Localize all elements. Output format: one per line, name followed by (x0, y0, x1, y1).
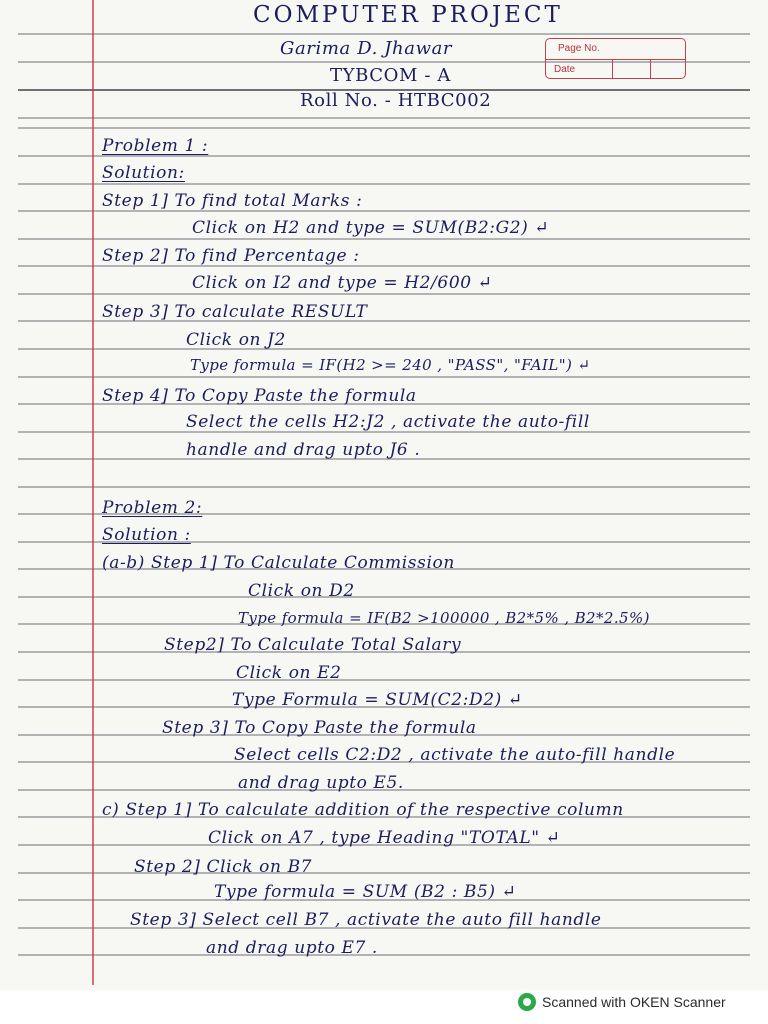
p1-line: Step 2] To find Percentage : (102, 246, 360, 266)
page-title: COMPUTER PROJECT (253, 2, 563, 28)
class-label: TYBCOM - A (330, 65, 451, 86)
date-label: Date (554, 64, 576, 75)
p1-line: Step 3] To calculate RESULT (102, 302, 368, 322)
p2-line: Step 3] To Copy Paste the formula (162, 718, 477, 738)
page-date-box (545, 38, 686, 79)
p2-line: Click on A7 , type Heading "TOTAL" ↵ (208, 828, 561, 848)
p1-line: Select the cells H2:J2 , activate the auto-fill (186, 412, 590, 432)
problem-1-heading: Problem 1 : (102, 136, 209, 156)
p2-line: and drag upto E5. (238, 773, 404, 793)
roll-number: Roll No. - HTBC002 (300, 90, 492, 111)
problem-1-solution-label: Solution: (102, 163, 185, 183)
p2-line: Click on D2 (248, 581, 355, 601)
p2-line: Type formula = SUM (B2 : B5) ↵ (214, 882, 517, 902)
p2-line: (a-b) Step 1] To Calculate Commission (102, 553, 455, 573)
p1-line: Step 1] To find total Marks : (102, 191, 363, 211)
p1-line: Click on H2 and type = SUM(B2:G2) ↵ (192, 218, 550, 238)
p2-line: Type formula = IF(B2 >100000 , B2*5% , B2*2.5%) (238, 609, 650, 627)
p2-line: Click on E2 (236, 663, 342, 683)
p2-line: Select cells C2:D2 , activate the auto-fill handle (234, 745, 676, 765)
student-name: Garima D. Jhawar (280, 38, 453, 59)
problem-2-heading: Problem 2: (102, 498, 203, 518)
p2-line: c) Step 1] To calculate addition of the respective column (102, 800, 624, 820)
p1-line: Click on J2 (186, 330, 286, 350)
p1-line: Type formula = IF(H2 >= 240 , "PASS", "FAIL") ↵ (190, 356, 591, 374)
p1-line: Step 4] To Copy Paste the formula (102, 386, 417, 406)
scanner-logo-icon (518, 993, 536, 1011)
p1-line: Click on I2 and type = H2/600 ↵ (192, 273, 493, 293)
p2-line: and drag upto E7 . (206, 938, 378, 958)
scanner-watermark (518, 991, 726, 1013)
page-no-label: Page No. (558, 43, 600, 54)
p2-line: Step 2] Click on B7 (134, 857, 313, 877)
scanner-watermark-text: Scanned with OKEN Scanner (542, 994, 726, 1010)
p1-line: handle and drag upto J6 . (186, 440, 421, 460)
p2-line: Type Formula = SUM(C2:D2) ↵ (232, 690, 523, 710)
p2-line: Step 3] Select cell B7 , activate the auto fill handle (130, 910, 602, 930)
p2-line: Step2] To Calculate Total Salary (164, 635, 462, 655)
problem-2-solution-label: Solution : (102, 525, 191, 545)
